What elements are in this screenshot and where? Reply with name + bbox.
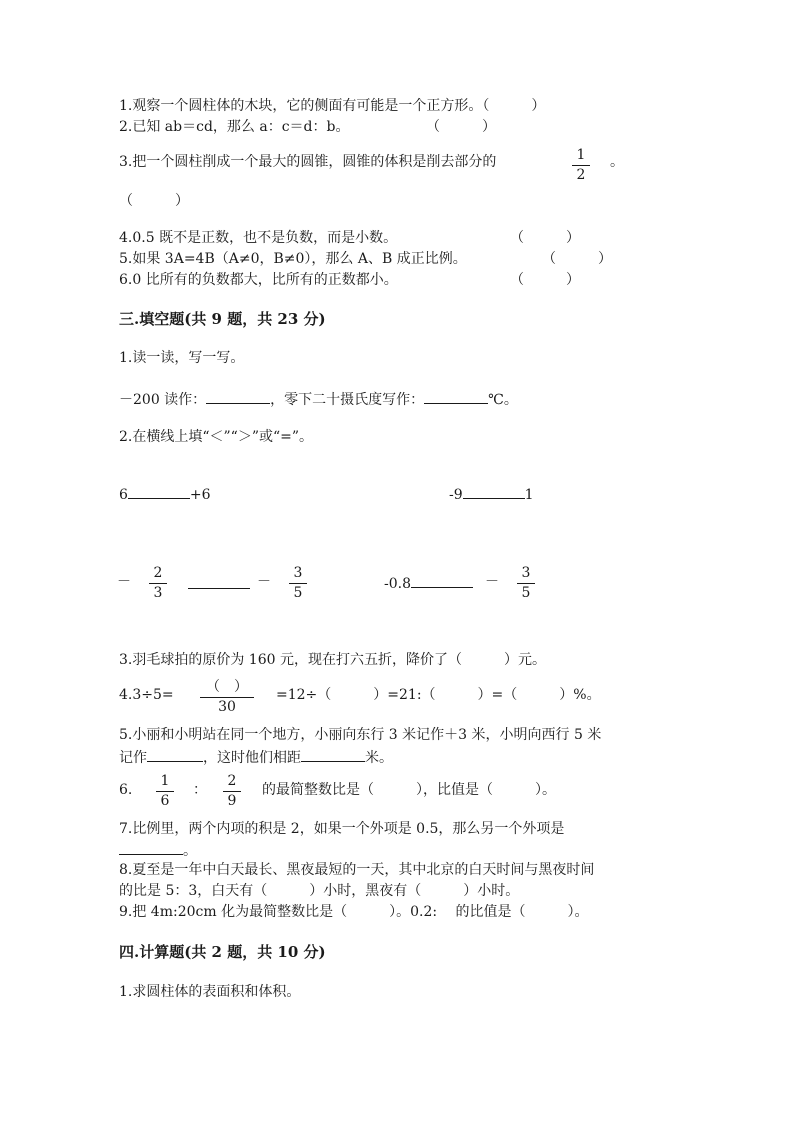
- fill-q7-end: 。: [183, 843, 197, 859]
- judge-q5-text: 5.如果 3A=4B（A≠0，B≠0），那么 A、B 成正比例。: [119, 251, 467, 267]
- judge-q4-text: 4.0.5 既不是正数，也不是负数，而是小数。: [119, 230, 398, 246]
- fill-q1-part-c: ℃。: [488, 392, 518, 408]
- fraction-denominator: 5: [293, 585, 303, 601]
- answer-blank[interactable]: [411, 573, 473, 588]
- fill-q1-title: 1.读一读，写一写。: [119, 350, 245, 366]
- fill-q8-line2: 的比是 5：3，白天有（ ）小时，黑夜有（ ）小时。: [119, 883, 520, 899]
- fill-q7-line2: [119, 840, 197, 860]
- ratio-colon: ：: [193, 782, 207, 798]
- judge-q2-text: 2.已知 ab＝cd，那么 a：c＝d：b。: [119, 119, 350, 135]
- fraction-denominator: 5: [521, 585, 531, 601]
- fill-q2-decimal-compare: [384, 573, 473, 593]
- fill-q7-line1: 7.比例里，两个内项的积是 2，如果一个外项是 0.5，那么另一个外项是: [119, 821, 565, 837]
- fill-q3: 3.羽毛球拍的原价为 160 元，现在打六五折，降价了（ ）元。: [119, 652, 546, 668]
- minus-sign: －: [117, 574, 131, 590]
- judge-q3-fraction: [571, 148, 591, 183]
- fill-q1-line: [119, 389, 518, 409]
- fraction-denominator: 9: [227, 793, 237, 809]
- fill-q4-b: =12÷（ ）=21:（ ）=（ ）%。: [276, 687, 601, 703]
- fill-q9: 9.把 4m:20cm 化为最简整数比是（ ）。0.2: 的比值是（ ）。: [119, 904, 589, 920]
- fraction-bar: [156, 791, 174, 792]
- fraction-two-ninths: [222, 774, 242, 809]
- minus-sign: －: [257, 574, 271, 590]
- fill-q6-text: 的最简整数比是（ ），比值是（ ）。: [262, 782, 556, 798]
- fraction-one-sixth: [155, 774, 175, 809]
- judge-q1: 1.观察一个圆柱体的木块，它的侧面有可能是一个正方形。（ ）: [119, 98, 546, 114]
- answer-blank[interactable]: [128, 484, 190, 499]
- fill-q2-right-compare: [449, 484, 534, 504]
- fill-q5-part-b: ，这时他们相距: [203, 750, 301, 766]
- judge-q3-paren: （ ）: [119, 193, 189, 209]
- fill-q2-title: 2.在横线上填“＜”“＞”或“=”。: [119, 429, 314, 445]
- judge-q5-paren: （ ）: [542, 251, 612, 267]
- compare-left-value: -0.8: [384, 576, 411, 592]
- fill-q1-part-a: －200 读作：: [119, 392, 207, 408]
- fill-q5-part-c: 米。: [365, 750, 393, 766]
- fraction-bar: [223, 791, 241, 792]
- fraction-numerator: 1: [160, 773, 170, 789]
- judge-q3-text: 3.把一个圆柱削成一个最大的圆锥，圆锥的体积是削去部分的: [119, 154, 497, 170]
- fill-section-heading: 三.填空题(共 9 题，共 23 分): [119, 310, 326, 328]
- fraction-bar: [289, 583, 307, 584]
- fraction-numerator: 1: [576, 147, 586, 163]
- answer-blank[interactable]: [206, 389, 270, 404]
- judge-q3-end: 。: [610, 154, 624, 170]
- compare-left-value: 6: [119, 487, 128, 503]
- fraction-numerator: （ ）: [206, 679, 248, 695]
- answer-blank[interactable]: [463, 484, 525, 499]
- answer-blank[interactable]: [147, 747, 203, 762]
- fraction-denominator: 6: [160, 793, 170, 809]
- fraction-bar: [572, 165, 590, 166]
- fraction-denominator: 30: [218, 699, 236, 715]
- fraction-two-thirds: [148, 566, 168, 601]
- fill-q4-a: 4.3÷5=: [119, 687, 174, 703]
- fill-q4-fraction: [199, 680, 255, 715]
- calc-section-heading: 四.计算题(共 2 题，共 10 分): [119, 943, 326, 961]
- answer-blank[interactable]: [188, 574, 250, 589]
- fill-q6-label: 6.: [119, 782, 133, 798]
- fill-q5-line2: [119, 747, 393, 767]
- fill-q8-line1: 8.夏至是一年中白天最长、黑夜最短的一天，其中北京的白天时间与黑夜时间: [119, 862, 595, 878]
- fill-q5-line1: 5.小丽和小明站在同一个地方，小丽向东行 3 米记作＋3 米，小明向西行 5 米: [119, 727, 602, 743]
- answer-blank[interactable]: [301, 747, 365, 762]
- fraction-denominator: 2: [576, 167, 586, 183]
- answer-blank[interactable]: [119, 840, 183, 855]
- fraction-three-fifths: [288, 566, 308, 601]
- calc-q1: 1.求圆柱体的表面积和体积。: [119, 984, 301, 1000]
- fraction-bar: [149, 583, 167, 584]
- answer-blank[interactable]: [424, 389, 488, 404]
- fraction-numerator: 2: [153, 565, 163, 581]
- fill-q5-part-a: 记作: [119, 750, 147, 766]
- fraction-denominator: 3: [153, 585, 163, 601]
- fraction-bar: [200, 697, 254, 698]
- fraction-three-fifths: [516, 566, 536, 601]
- judge-q4-paren: （ ）: [510, 230, 580, 246]
- fill-q1-part-b: ，零下二十摄氏度写作：: [270, 392, 425, 408]
- fill-q2-left-compare: [119, 484, 211, 504]
- fraction-bar: [517, 583, 535, 584]
- compare-left-value: -9: [449, 487, 463, 503]
- fraction-numerator: 2: [227, 773, 237, 789]
- minus-sign: －: [485, 574, 499, 590]
- judge-q2-paren: （ ）: [426, 119, 496, 135]
- judge-q6-paren: （ ）: [510, 272, 580, 288]
- fraction-numerator: 3: [521, 565, 531, 581]
- judge-q6-text: 6.0 比所有的负数都大，比所有的正数都小。: [119, 272, 398, 288]
- compare-right-value: 1: [524, 487, 534, 503]
- compare-right-value: +6: [189, 487, 211, 503]
- fraction-numerator: 3: [293, 565, 303, 581]
